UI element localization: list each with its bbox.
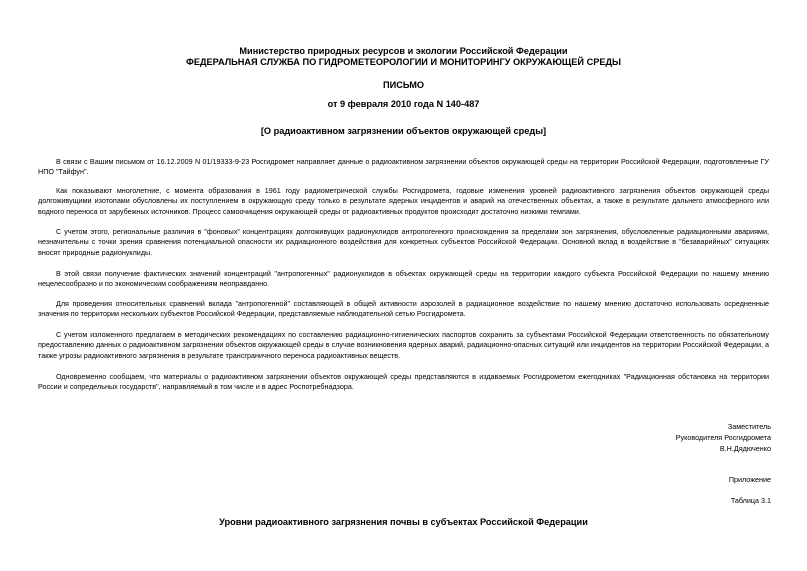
appendix-table-title: Уровни радиоактивного загрязнения почвы в субъектах Российской Федерации xyxy=(219,517,588,527)
document-type: ПИСЬМО xyxy=(382,80,425,90)
body-paragraph-4: В этой связи получение фактических значений концентраций "антропогенных" радионуклидов в объектах окружающей среды на территории каждого субъекта Российской Федерации по нашему мнению нецелесообразно и по экономическим соображениям неоправданно. xyxy=(38,269,769,289)
body-paragraph-3: С учетом этого, региональные различия в "фоновых" концентрациях долгоживущих радионуклидов антропогенного происхождения за пределами зон загрязнения, обусловленные радиационными авариями, незначительны с точки зрения сравнения потенциальной опасности их радиационного воздействия для конкретных субъектов Российской Федерации. Основной вклад в воздействие в "безаварийных" ситуациях вносят природные радионуклиды. xyxy=(38,227,769,257)
body-paragraph-5: Для проведения относительных сравнений вклада "антропогенной" составляющей в общей активности аэрозолей в радиационное воздействие по нашему мнению достаточно использовать осредненные значения по территории нескольких субъектов Российской Федерации, представляемые наблюдательной сетью Росгидромета. xyxy=(38,299,769,319)
body-paragraph-1: В связи с Вашим письмом от 16.12.2009 N 01/19333-9-23 Росгидромет направляет данные о радиоактивном загрязнении объектов окружающей среды на территории Российской Федерации, подготовленные ГУ НПО "Тайфун". xyxy=(38,157,769,177)
signature-position: Заместитель xyxy=(727,422,771,431)
document-date-number: от 9 февраля 2010 года N 140-487 xyxy=(327,99,480,109)
body-paragraph-2: Как показывают многолетние, с момента образования в 1961 году радиометрической службы Росгидромета, годовые изменения уровней радиоактивного загрязнения объектов окружающей среды долгоживущими изотопами обусловлены их поступлением в окружающую среду только в результате ядерных инцидентов и аварий на отечественных объектах, а также в результате дальнего атмосферного или водного переноса от зарубежных источников. Процесс самоочищения окружающей среды от радиоактивных продуктов происходит достаточно низкими темпами. xyxy=(38,186,769,216)
appendix-label: Приложение xyxy=(728,475,771,484)
signature-organization: Руководителя Росгидромета xyxy=(675,433,771,442)
ministry-title: Министерство природных ресурсов и экологии Российской Федерации xyxy=(239,46,568,56)
table-label: Таблица 3.1 xyxy=(730,496,771,505)
body-paragraph-7: Одновременно сообщаем, что материалы о радиоактивном загрязнении объектов окружающей среды представляются в издаваемых Росгидрометом ежегодниках "Радиационная обстановка на территории России и сопредельных государств", направляемый в том числе и в адрес Роспотребнадзора. xyxy=(38,372,769,392)
body-paragraph-6: С учетом изложенного предлагаем в методических рекомендациях по составлению радиационно-гигиенических паспортов сохранить за субъектами Российской Федерации ответственность по обязательному предоставлению данных о радиоактивном загрязнении объектов окружающей среды в случае возникновения ядерных аварий, радиационно-опасных ситуаций или инцидентов на территории Российской Федерации, а также угрозы радиоактивного загрязнения в результате трансграничного переноса радиоактивных веществ. xyxy=(38,330,769,360)
signature-name: В.Н.Дядюченко xyxy=(719,444,771,453)
service-title: ФЕДЕРАЛЬНАЯ СЛУЖБА ПО ГИДРОМЕТЕОРОЛОГИИ И МОНИТОРИНГУ ОКРУЖАЮЩЕЙ СРЕДЫ xyxy=(186,57,621,67)
document-subject: [О радиоактивном загрязнении объектов окружающей среды] xyxy=(260,126,547,136)
